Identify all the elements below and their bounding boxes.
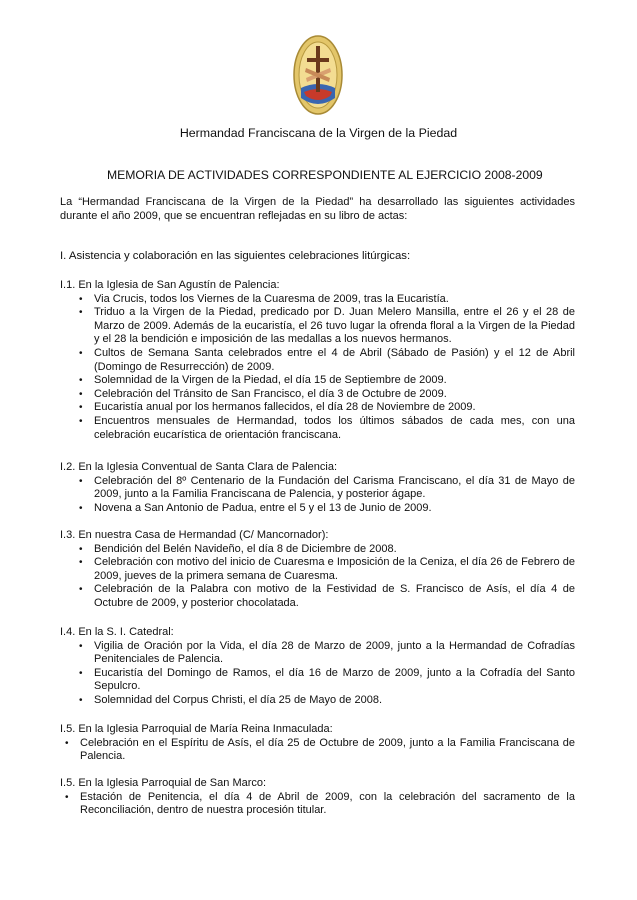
- intro-paragraph: La “Hermandad Franciscana de la Virgen de la Piedad” ha desarrollado las siguientes actividades durante el año 2009, que se encuentran reflejadas en su libro de actas:: [60, 196, 575, 222]
- list-item: • Celebración de la Palabra con motivo de la Festividad de S. Francisco de Asís, el día 4 de Octubre de 2009, y posterior chocolatada.: [79, 583, 575, 609]
- subsection-title: I.2. En la Iglesia Conventual de Santa Clara de Palencia:: [60, 461, 338, 473]
- bullet-icon: •: [65, 737, 69, 749]
- list-item: • Triduo a la Virgen de la Piedad, predicado por D. Juan Melero Mansilla, entre el 26 y el 28 de Marzo de 2009. Además de la eucaristía, el 26 tuvo lugar la ofrenda floral a la Virgen de la Piedad y el 28 la bendición e imposición de las medallas a los nuevos hermanos.: [79, 306, 575, 346]
- activity-list: [60, 640, 575, 708]
- activity-list: [60, 475, 575, 516]
- bullet-icon: •: [79, 584, 83, 596]
- list-item: • Cultos de Semana Santa celebrados entre el 4 de Abril (Sábado de Pasión) y el 12 de Abril (Domingo de Resurrección) de 2009.: [79, 346, 575, 373]
- subsection-casa-hermandad: [60, 529, 575, 611]
- list-item: • Celebración del Tránsito de San Francisco, el día 3 de Octubre de 2009.: [79, 387, 447, 400]
- bullet-icon: •: [79, 375, 83, 387]
- bullet-icon: •: [79, 388, 83, 400]
- list-item: • Encuentros mensuales de Hermandad, todos los últimos sábados de cada mes, con una celebración eucarística de orientación franciscana.: [79, 414, 575, 441]
- bullet-icon: •: [79, 347, 83, 359]
- activity-list: [60, 293, 575, 443]
- list-item: • Bendición del Belén Navideño, el día 8 de Diciembre de 2008.: [79, 542, 397, 555]
- subsection-san-agustin: [60, 279, 575, 442]
- list-item: • Celebración con motivo del inicio de Cuaresma e Imposición de la Ceniza, el día 26 de Febrero de 2009, jueves de la primera semana de Cuaresma.: [79, 556, 575, 582]
- brotherhood-emblem-icon: [292, 34, 344, 116]
- bullet-icon: •: [65, 791, 69, 803]
- document-title: MEMORIA DE ACTIVIDADES CORRESPONDIENTE AL EJERCICIO 2008-2009: [107, 168, 543, 182]
- bullet-icon: •: [79, 293, 83, 305]
- list-item: • Novena a San Antonio de Padua, entre el 5 y el 13 de Junio de 2009.: [79, 501, 432, 514]
- subsection-title: I.5. En la Iglesia Parroquial de San Marco:: [60, 777, 267, 789]
- list-item: • Via Crucis, todos los Viernes de la Cuaresma de 2009, tras la Eucaristía.: [79, 292, 449, 305]
- bullet-icon: •: [79, 415, 83, 427]
- activity-list: [60, 737, 575, 764]
- bullet-icon: •: [79, 475, 83, 487]
- subsection-title: I.5. En la Iglesia Parroquial de María Reina Inmaculada:: [60, 723, 333, 735]
- bullet-icon: •: [79, 557, 83, 569]
- subsection-santa-clara: [60, 461, 575, 515]
- organization-title: Hermandad Franciscana de la Virgen de la Piedad: [179, 126, 458, 140]
- list-item: • Celebración del 8º Centenario de la Fundación del Carisma Franciscano, el día 31 de Mayo de 2009, junto a la Familia Franciscana de Palencia, y posterior ágape.: [79, 474, 575, 501]
- subsection-title: I.1. En la Iglesia de San Agustín de Palencia:: [60, 279, 280, 291]
- bullet-icon: •: [79, 667, 83, 679]
- subsection-catedral: [60, 626, 575, 708]
- list-item: • Eucaristía del Domingo de Ramos, el día 16 de Marzo de 2009, junto a la Cofradía del Santo Sepulcro.: [79, 666, 575, 693]
- activity-list: [60, 543, 575, 611]
- list-item: • Vigilia de Oración por la Vida, el día 28 de Marzo de 2009, junto a la Hermandad de Cofradías Penitenciales de Palencia.: [79, 639, 575, 666]
- bullet-icon: •: [79, 402, 83, 414]
- list-item: • Celebración en el Espíritu de Asís, el día 25 de Octubre de 2009, junto a la Familia Franciscana de Palencia.: [65, 736, 575, 763]
- subsection-title: I.3. En nuestra Casa de Hermandad (C/ Mancornador):: [60, 529, 329, 541]
- subsection-maria-reina: [60, 723, 575, 764]
- bullet-icon: •: [79, 502, 83, 514]
- bullet-icon: •: [79, 694, 83, 706]
- section-heading: I. Asistencia y colaboración en las siguientes celebraciones litúrgicas:: [60, 250, 411, 262]
- bullet-icon: •: [79, 640, 83, 652]
- list-item: • Solemnidad de la Virgen de la Piedad, el día 15 de Septiembre de 2009.: [79, 374, 447, 387]
- bullet-icon: •: [79, 543, 83, 555]
- subsection-san-marco: [60, 777, 575, 818]
- subsection-title: I.4. En la S. I. Catedral:: [60, 626, 174, 638]
- activity-list: [60, 791, 575, 818]
- list-item: • Solemnidad del Corpus Christi, el día 25 de Mayo de 2008.: [79, 693, 383, 706]
- list-item: • Estación de Penitencia, el día 4 de Abril de 2009, con la celebración del sacramento de la Reconciliación, dentro de nuestra procesión titular.: [65, 790, 575, 817]
- bullet-icon: •: [79, 307, 83, 319]
- list-item: • Eucaristía anual por los hermanos fallecidos, el día 28 de Noviembre de 2009.: [79, 401, 476, 414]
